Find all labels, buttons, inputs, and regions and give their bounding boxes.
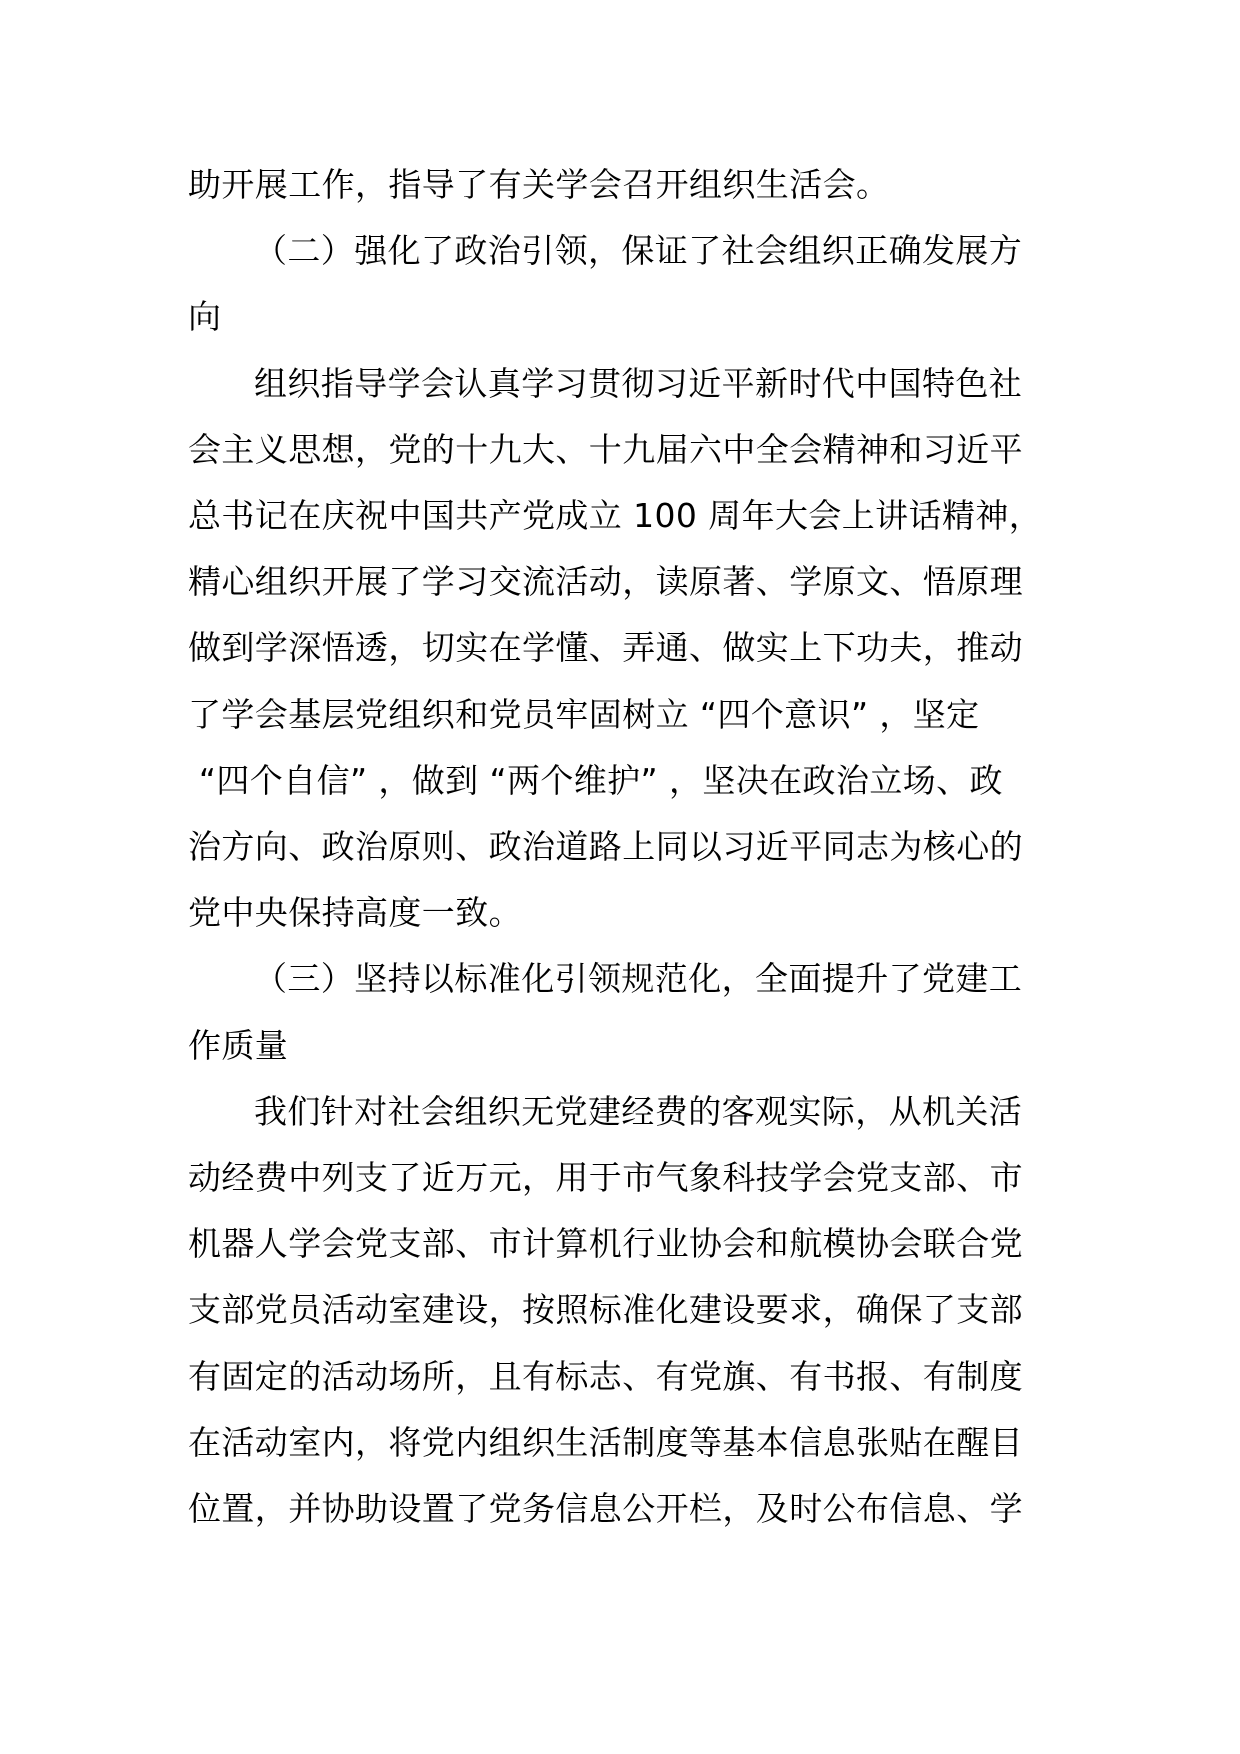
text-line: 总书记在庆祝中国共产党成立 100 周年大会上讲话精神， — [188, 496, 1043, 536]
text-line: 位置，并协助设置了党务信息公开栏，及时公布信息、学 — [188, 1489, 1023, 1529]
text-line: 在活动室内，将党内组织生活制度等基本信息张贴在醒目 — [188, 1422, 1023, 1462]
heading-line: 向 — [188, 297, 222, 337]
paragraph-political-guidance — [188, 351, 1058, 947]
section-heading-3 — [188, 946, 1058, 1078]
text-line: 有固定的活动场所，且有标志、有党旗、有书报、有制度 — [188, 1356, 1023, 1396]
text-line: 支部党员活动室建设，按照标准化建设要求，确保了支部 — [188, 1290, 1023, 1330]
heading-line: （三）坚持以标准化引领规范化，全面提升了党建工 — [254, 959, 1023, 999]
text-line: 了学会基层党组织和党员牢固树立 “四个意识” ，坚定 — [188, 694, 980, 734]
text-line: 组织指导学会认真学习贯彻习近平新时代中国特色社 — [254, 363, 1023, 403]
text-line: 党中央保持高度一致。 — [188, 893, 522, 933]
paragraph-standardization — [188, 1079, 1058, 1542]
text-line: 精心组织开展了学习交流活动，读原著、学原文、悟原理 — [188, 562, 1023, 602]
heading-line: （二）强化了政治引领，保证了社会组织正确发展方 — [254, 231, 1023, 271]
text-line: 治方向、政治原则、政治道路上同以习近平同志为核心的 — [188, 827, 1023, 867]
text-line: 做到学深悟透，切实在学懂、弄通、做实上下功夫，推动 — [188, 628, 1023, 668]
text-line: 动经费中列支了近万元，用于市气象科技学会党支部、市 — [188, 1158, 1023, 1198]
section-heading-2 — [188, 218, 1058, 350]
text-line: 我们针对社会组织无党建经费的客观实际，从机关活 — [254, 1091, 1023, 1131]
paragraph-continued — [188, 152, 1058, 218]
text-line: 会主义思想，党的十九大、十九届六中全会精神和习近平 — [188, 429, 1023, 469]
text-line: 助开展工作，指导了有关学会召开组织生活会。 — [188, 165, 890, 204]
heading-line: 作质量 — [188, 1025, 289, 1065]
document-page — [188, 152, 1058, 1542]
text-line: “四个自信” ，做到 “两个维护” ，坚决在政治立场、政 — [188, 760, 1003, 800]
text-line: 机器人学会党支部、市计算机行业协会和航模协会联合党 — [188, 1224, 1023, 1264]
